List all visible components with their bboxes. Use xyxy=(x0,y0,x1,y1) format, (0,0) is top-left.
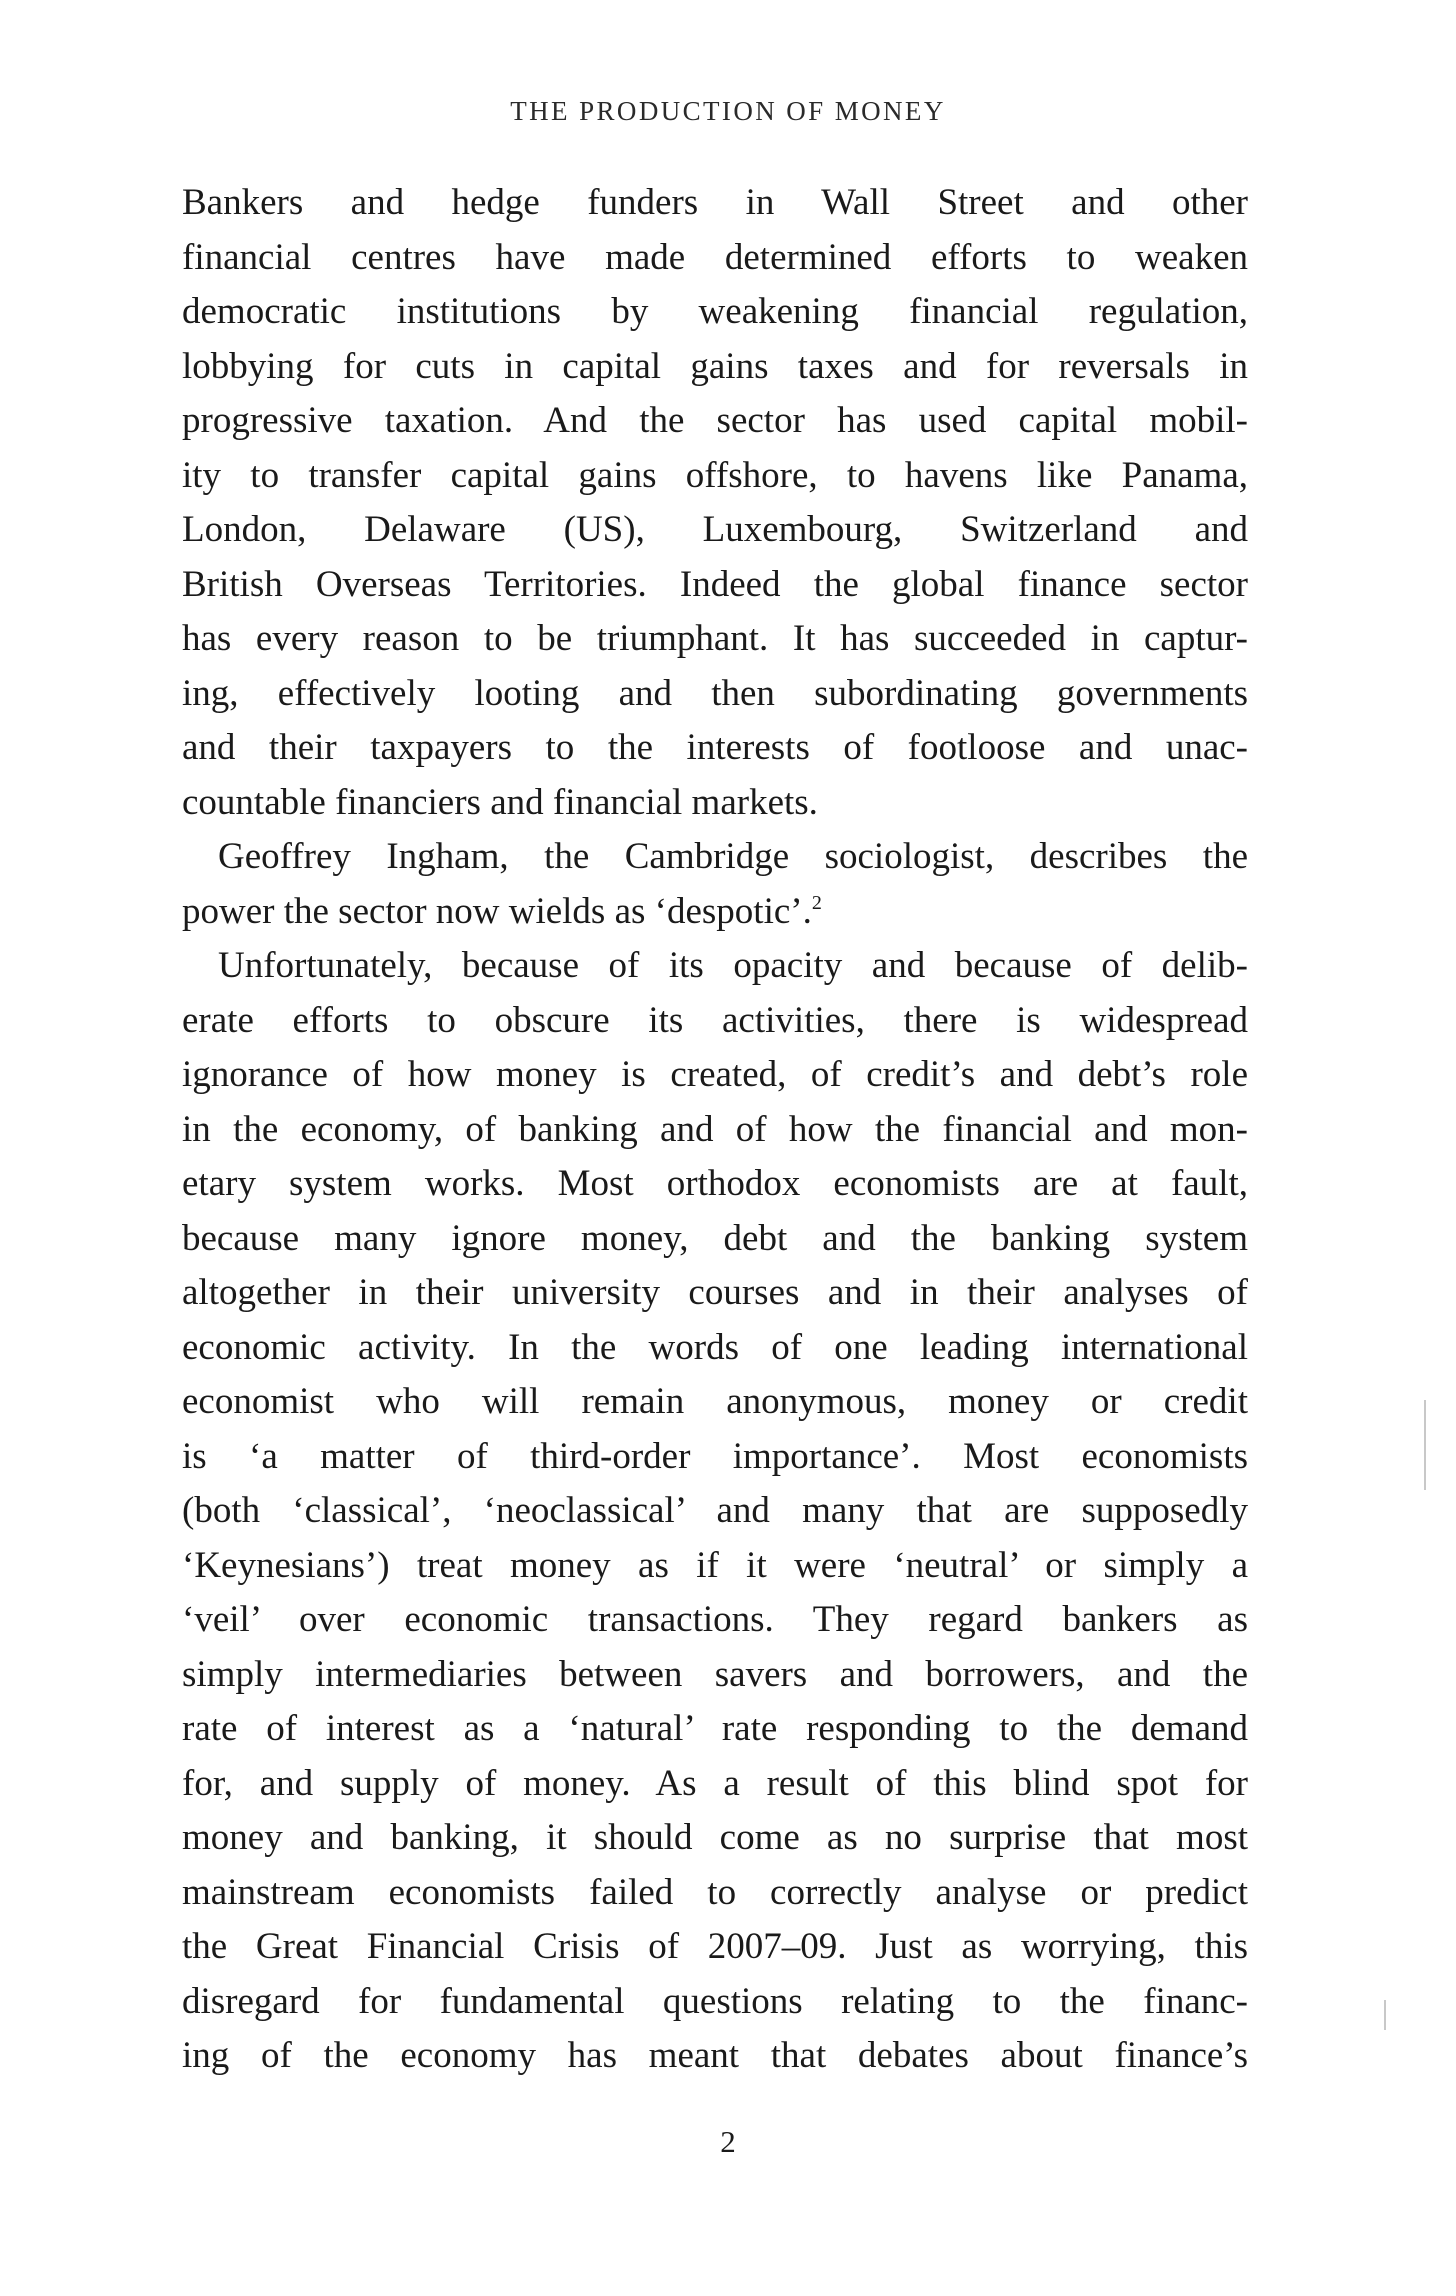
text-line: rate of interest as a ‘natural’ rate responding to the demand xyxy=(182,1708,1248,1749)
text-line: and their taxpayers to the interests of footloose and unac- xyxy=(182,727,1248,768)
text-line: disregard for fundamental questions relating to the financ- xyxy=(182,1980,1248,2022)
footnote-reference[interactable]: 2 xyxy=(811,891,822,914)
text-line: lobbying for cuts in capital gains taxes and for reversals in xyxy=(182,345,1248,387)
text-line: economist who will remain anonymous, money or credit xyxy=(182,1381,1248,1422)
text-line: economic activity. In the words of one leading international xyxy=(182,1326,1248,1368)
text-line: altogether in their university courses and in their analyses of xyxy=(182,1272,1248,1313)
body-text xyxy=(182,176,1248,2084)
text-line: power the sector now wields as ‘despotic’. xyxy=(182,890,812,932)
text-line: because many ignore money, debt and the banking system xyxy=(182,1217,1248,1259)
text-line: (both ‘classical’, ‘neoclassical’ and many that are supposedly xyxy=(182,1490,1248,1531)
scan-artifact xyxy=(1424,1400,1426,1490)
text-line: Bankers and hedge funders in Wall Street and other xyxy=(182,182,1248,223)
text-line: is ‘a matter of third-order importance’. Most economists xyxy=(182,1435,1248,1477)
text-line: financial centres have made determined efforts to weaken xyxy=(182,236,1248,278)
text-line: mainstream economists failed to correctly analyse or predict xyxy=(182,1871,1248,1913)
text-line: Unfortunately, because of its opacity and because of delib- xyxy=(218,945,1248,986)
text-line: etary system works. Most orthodox economists are at fault, xyxy=(182,1163,1248,1204)
text-line: ing of the economy has meant that debates about finance’s xyxy=(182,2035,1248,2076)
text-line: has every reason to be triumphant. It has succeeded in captur- xyxy=(182,618,1248,659)
scan-artifact xyxy=(1384,2000,1386,2030)
text-line: money and banking, it should come as no surprise that most xyxy=(182,1817,1248,1858)
text-line: London, Delaware (US), Luxembourg, Switzerland and xyxy=(182,509,1248,550)
text-line: countable financiers and financial markets. xyxy=(182,781,818,823)
text-line: for, and supply of money. As a result of this blind spot for xyxy=(182,1762,1248,1804)
text-line: ity to transfer capital gains offshore, to havens like Panama, xyxy=(182,454,1248,496)
text-line: the Great Financial Crisis of 2007–09. Just as worrying, this xyxy=(182,1926,1248,1967)
text-line: democratic institutions by weakening financial regulation, xyxy=(182,291,1248,332)
text-line: progressive taxation. And the sector has used capital mobil- xyxy=(182,400,1248,441)
text-line: ‘veil’ over economic transactions. They regard bankers as xyxy=(182,1599,1248,1640)
text-line: ing, effectively looting and then subordinating governments xyxy=(182,672,1248,714)
text-line: simply intermediaries between savers and borrowers, and the xyxy=(182,1653,1248,1695)
text-line: Geoffrey Ingham, the Cambridge sociologist, describes the xyxy=(218,836,1248,877)
page-number: 2 xyxy=(720,2124,736,2159)
text-line: ‘Keynesians’) treat money as if it were ‘neutral’ or simply a xyxy=(182,1544,1248,1586)
text-line-with-footnote xyxy=(182,885,1248,940)
text-line: erate efforts to obscure its activities, there is widespread xyxy=(182,999,1248,1041)
text-line: in the economy, of banking and of how the financial and mon- xyxy=(182,1108,1248,1150)
text-line: British Overseas Territories. Indeed the global finance sector xyxy=(182,563,1248,605)
text-line: ignorance of how money is created, of credit’s and debt’s role xyxy=(182,1054,1248,1095)
running-head: THE PRODUCTION OF MONEY xyxy=(510,96,946,126)
